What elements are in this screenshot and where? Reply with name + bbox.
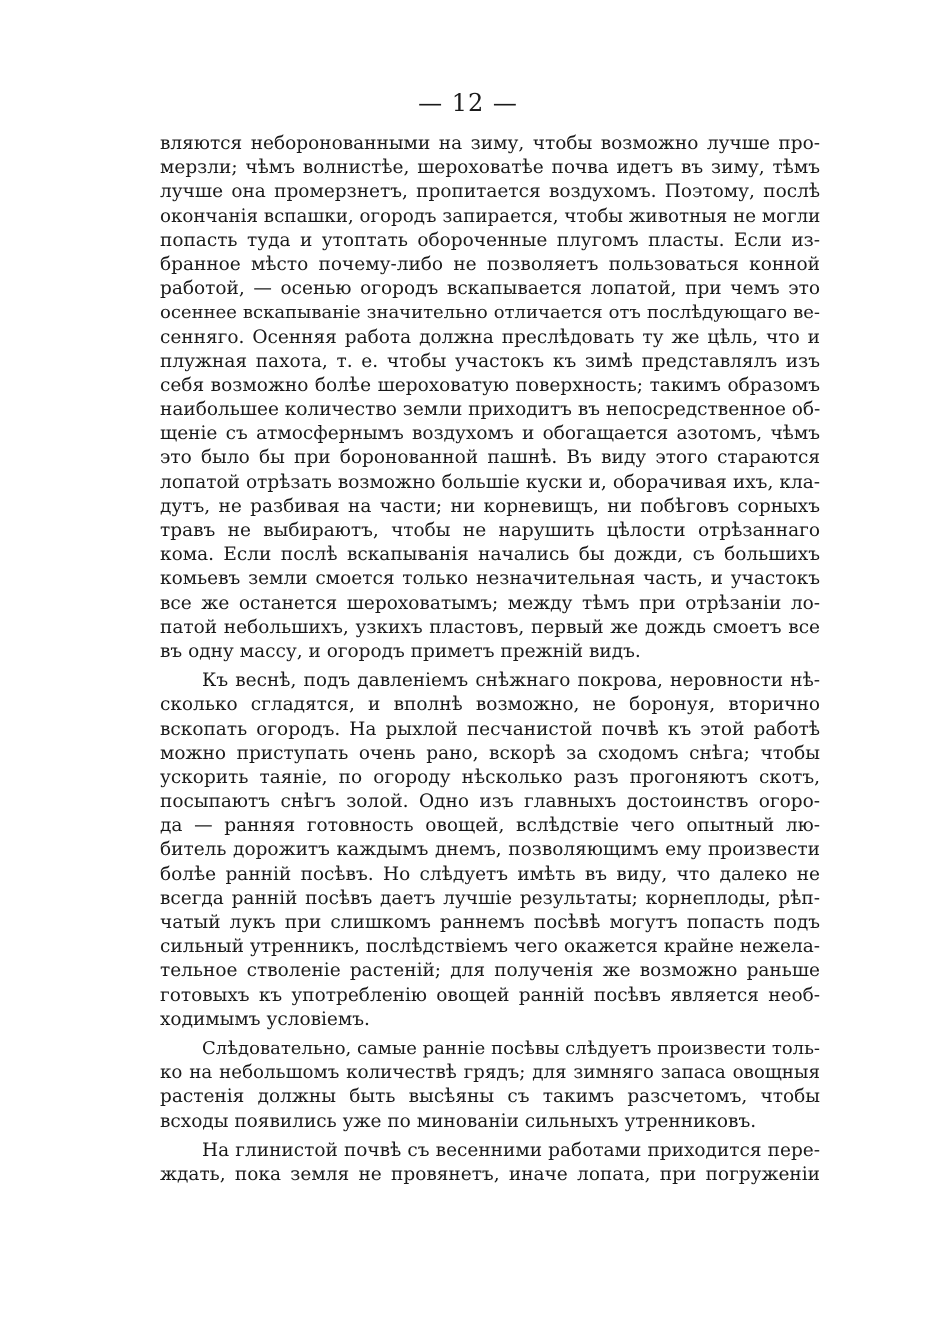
text-line: вскопать огородъ. На рыхлой песчанистой почвѣ къ этой работѣ [160,718,820,740]
text-line: тельное стволеніе растеній; для полученія же возможно раньше [160,960,820,982]
text-line: вляются неборонованными на зиму, чтобы возможно лучше про- [160,133,820,154]
text-line: растенія должны быть высѣяны съ такимъ разсчетомъ, чтобы [160,1086,820,1108]
text-line: мерзли; чѣмъ волнистѣе, шероховатѣе почва идетъ въ зиму, тѣмъ [160,157,820,179]
text-line: да — ранняя готовность овощей, вслѣдствіе чего опытный лю- [160,815,820,837]
body-text [160,132,820,1187]
text-line: готовыхъ къ употребленію овощей ранній посѣвъ является необ- [160,984,820,1006]
text-line: сколько сгладятся, и вполнѣ возможно, не боронуя, вторично [160,694,820,716]
text-line: осеннее вскапываніе значительно отличается отъ послѣдующаго ве- [160,302,820,324]
text-line: посыпаютъ снѣгъ золой. Одно изъ главныхъ достоинствъ огоро- [160,791,820,813]
text-line: окончанія вспашки, огородъ запирается, чтобы животныя не могли [160,205,820,227]
text-line: въ одну массу, и огородъ приметъ прежній видъ. [160,640,641,662]
text-line: чатый лукъ при слишкомъ раннемъ посѣвѣ могутъ попасть подъ [160,912,820,933]
paragraph [160,132,820,664]
text-line: кома. Если послѣ вскапыванія начались бы дожди, съ большихъ [160,544,820,566]
paragraph [160,1139,820,1187]
paragraph [160,1037,820,1134]
text-line: плужная пахота, т. е. чтобы участокъ къ зимѣ представлялъ изъ [160,350,820,372]
text-line: Слѣдовательно, самые ранніе посѣвы слѣдуетъ произвести толь- [202,1037,820,1059]
text-line: все же останется шероховатымъ; между тѣмъ при отрѣзаніи ло- [160,592,820,614]
text-line: комьевъ земли смоется только незначительная часть, и участокъ [160,568,820,590]
text-line: ко на небольшомъ количествѣ грядъ; для зимняго запаса овощныя [160,1062,820,1084]
text-line: дутъ, не разбивая на части; ни корневищъ, ни побѣговъ сорныхъ [160,495,820,517]
text-line: всходы появились уже по минованіи сильныхъ утренниковъ. [160,1110,757,1132]
text-line: всегда ранній посѣвъ даетъ лучшіе результаты; корнеплоды, рѣп- [160,887,820,909]
text-line: ждать, пока земля не провянетъ, иначе лопата, при погруженіи [160,1163,820,1185]
text-line: попасть туда и утоптать обороченные плугомъ пласты. Если из- [160,229,820,251]
text-line: На глинистой почвѣ съ весенними работами приходится пере- [202,1139,820,1161]
text-line: работой, — осенью огородъ вскапывается лопатой, при чемъ это [160,278,820,300]
text-line: ходимымъ условіемъ. [160,1008,370,1030]
text-line: наибольшее количество земли приходитъ въ непосредственное об- [160,399,820,421]
text-line: сильный утренникъ, послѣдствіемъ чего окажется крайне нежела- [160,936,820,958]
text-line: патой небольшихъ, узкихъ пластовъ, первый же дождь смоетъ все [160,616,820,638]
text-line: себя возможно болѣе шероховатую поверхность; такимъ образомъ [160,374,820,396]
text-line: можно приступать очень рано, вскорѣ за сходомъ снѣга; чтобы [160,742,820,764]
text-line: это было бы при боронованной пашнѣ. Въ виду этого стараются [160,447,820,469]
text-line: бранное мѣсто почему-либо не позволяетъ пользоваться конной [160,253,820,275]
text-line: болѣе ранній посѣвъ. Но слѣдуетъ имѣть въ виду, что далеко не [160,863,820,885]
text-line: сенняго. Осенняя работа должна преслѣдовать ту же цѣль, что и [160,326,820,348]
text-line: травъ не выбираютъ, чтобы не нарушить цѣлости отрѣзаннаго [160,520,820,541]
text-line: щеніе съ атмосфернымъ воздухомъ и обогащается азотомъ, чѣмъ [160,423,820,445]
text-line: Къ веснѣ, подъ давленіемъ снѣжнаго покрова, неровности нѣ- [202,670,820,692]
page-number: — 12 — [418,89,518,117]
text-line: ускорить таяніе, по огороду нѣсколько разъ прогоняютъ скотъ, [160,766,820,788]
paragraph [160,669,820,1032]
text-line: лучше она промерзнетъ, пропитается воздухомъ. Поэтому, послѣ [160,181,820,203]
text-line: лопатой отрѣзать возможно большіе куски и, оборачивая ихъ, кла- [160,471,820,493]
text-line: битель дорожитъ каждымъ днемъ, позволяющимъ ему произвести [160,839,820,861]
